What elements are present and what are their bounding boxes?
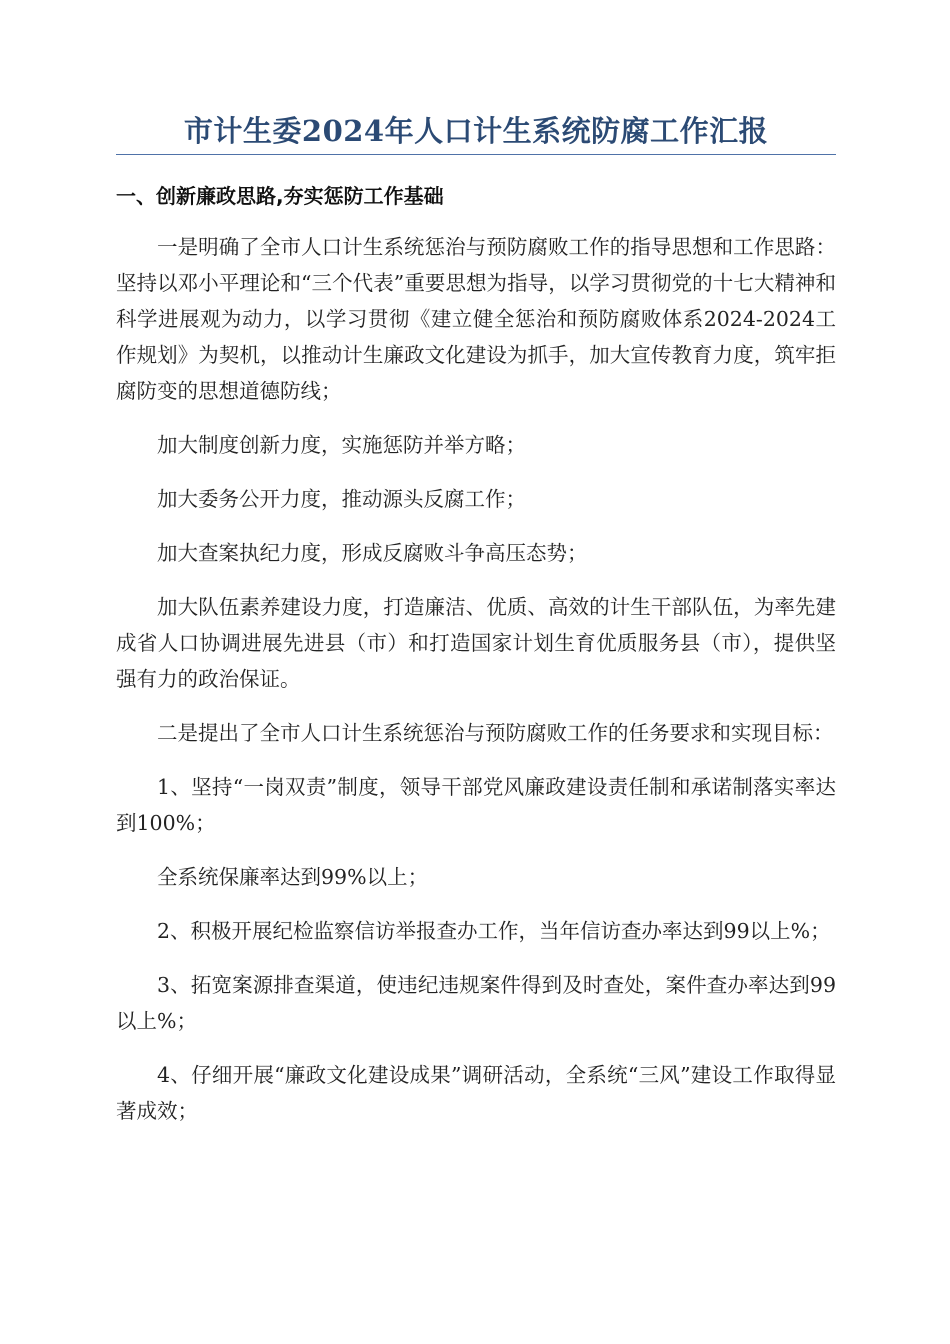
document-title: 市计生委2024年人口计生系统防腐工作汇报 <box>116 112 836 155</box>
paragraph-8: 全系统保廉率达到99%以上； <box>157 865 429 889</box>
document-page <box>116 112 836 1129</box>
section-heading: 一、创新廉政思路,夯实惩防工作基础 <box>116 184 444 208</box>
paragraph-2: 加大制度创新力度，实施惩防并举方略； <box>157 433 526 457</box>
paragraph-6: 二是提出了全市人口计生系统惩治与预防腐败工作的任务要求和实现目标： <box>157 721 834 745</box>
paragraph-11: 4、仔细开展“廉政文化建设成果”调研活动，全系统“三风”建设工作取得显著成效； <box>116 1063 836 1123</box>
paragraph-9: 2、积极开展纪检监察信访举报查办工作，当年信访查办率达到99以上%； <box>157 919 831 943</box>
paragraph-5: 加大队伍素养建设力度，打造廉洁、优质、高效的计生干部队伍，为率先建成省人口协调进展先进县（市）和打造国家计划生育优质服务县（市），提供坚强有力的政治保证。 <box>116 595 836 691</box>
paragraph-4: 加大查案执纪力度，形成反腐败斗争高压态势； <box>157 541 588 565</box>
paragraph-3: 加大委务公开力度，推动源头反腐工作； <box>157 487 526 511</box>
paragraph-1: 一是明确了全市人口计生系统惩治与预防腐败工作的指导思想和工作思路：坚持以邓小平理论和“三个代表”重要思想为指导，以学习贯彻党的十七大精神和科学进展观为动力，以学习贯彻《建立健全惩治和预防腐败体系2024-2024工作规划》为契机，以推动计生廉政文化建设为抓手，加大宣传教育力度，筑牢拒腐防变的思想道德防线； <box>116 235 836 403</box>
paragraph-10: 3、拓宽案源排查渠道，使违纪违规案件得到及时查处，案件查办率达到99以上%； <box>116 973 836 1033</box>
paragraph-7: 1、坚持“一岗双责”制度，领导干部党风廉政建设责任制和承诺制落实率达到100%； <box>116 775 836 835</box>
